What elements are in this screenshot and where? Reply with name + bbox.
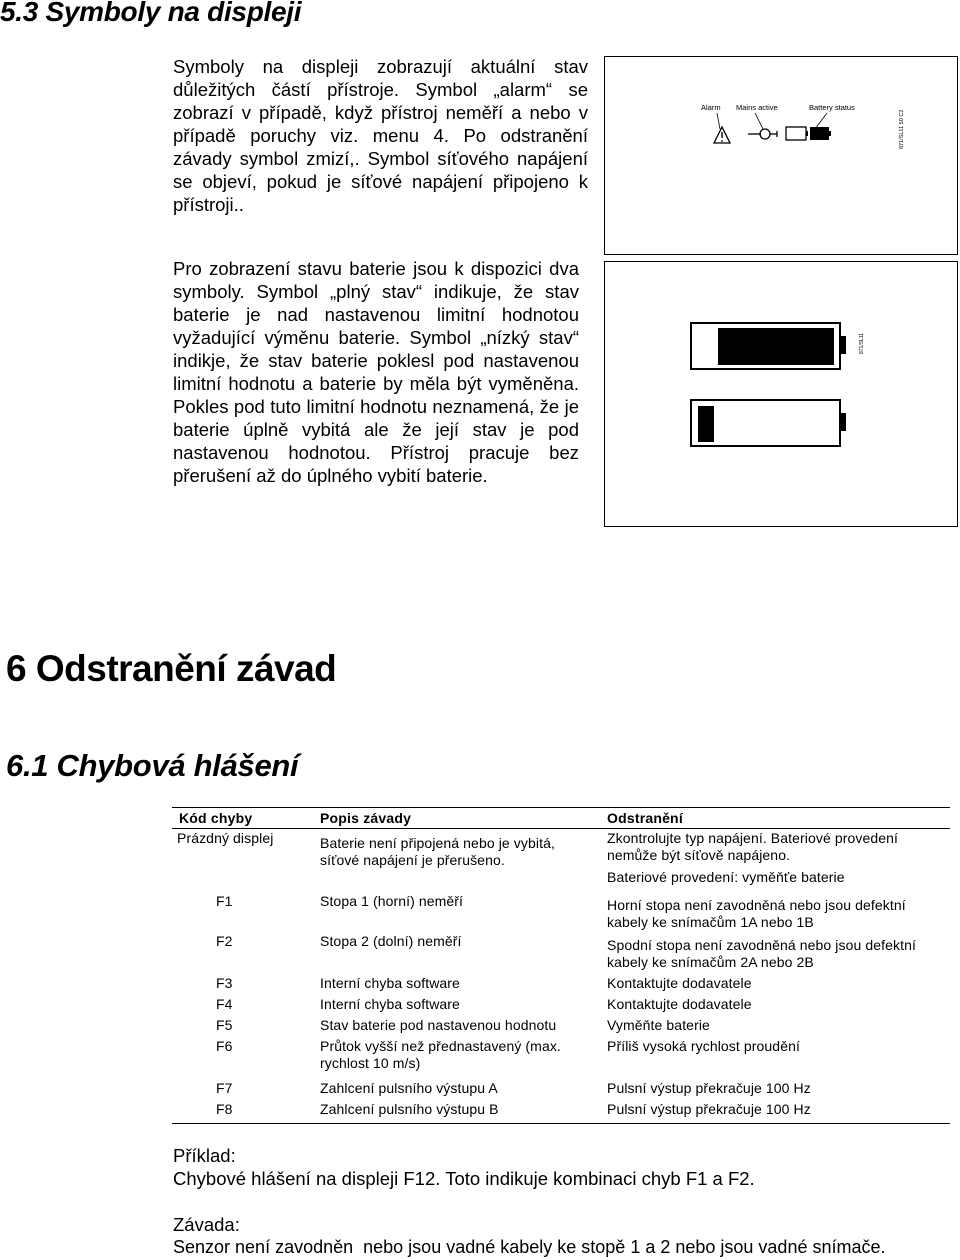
error-description: Zahlcení pulsního výstupu B [313,1100,600,1124]
battery-low-icon [691,400,846,446]
alarm-icon [714,127,730,143]
table-header-row [172,808,950,829]
error-remedy: Pulsní výstup překračuje 100 Hz [600,1100,950,1124]
battery-symbols-paragraph: Pro zobrazení stavu baterie jsou k dispozici dva symboly. Symbol „plný stav“ indikuje, že stav baterie je nad nastavenou limitní hodnotou vyžadující výměnu baterie. Symbol „nízký stav“ indikje, že stav baterie poklesl pod nastavenou limitní hodnotu a baterie by měla být vyměněna. Pokles pod tuto limitní hodnotu neznamená, že je baterie úplně vybitá ale že její stav je pod nastavenou hodnotou. Přístroj pracuje bez přerušení až do úplného vybití baterie. [173,258,579,486]
example-label: Příklad: [173,1145,236,1166]
battery-status-label: Battery status [809,103,855,112]
error-description: Stopa 2 (dolní) neměří [320,932,462,949]
error-code: Prázdný displej [177,830,274,846]
table-row [172,995,950,1016]
error-remedy: Vyměňte baterie [607,1016,710,1033]
battery-status-icon [786,127,831,140]
error-code: F1 [216,892,233,909]
fault-text: Senzor není zavodněn nebo jsou vadné kabely ke stopě 1 a 2 nebo jsou vadné snímače. [173,1237,886,1257]
display-symbols-paragraph: Symboly na displeji zobrazují aktuální stav důležitých částí přístroje. Symbol „alarm“ se zobrazí v případě, když přístroj neměří a nebo v případě poruchy viz. menu 4. Po odstranění závady symbol zmizí,. Symbol síťového napájení se objeví, pokud je síťové napájení připojeno k přístroji.. [173,56,588,215]
table-row [172,1100,950,1124]
error-remedy-text: Zkontrolujte typ napájení. Bateriové provedení nemůže být síťově napájeno. [607,830,898,863]
mains-plug-icon [748,129,777,139]
error-remedy: Horní stopa není zavodněná nebo jsou defektní kabely ke snímačům 1A nebo 1B [607,896,906,930]
table-row [172,974,950,995]
error-code: F2 [216,932,233,949]
section-title-5-3: 5.3 Symboly na displeji [0,0,302,27]
example-text: Chybové hlášení na displeji F12. Toto indikuje kombinaci chyb F1 a F2. [173,1168,755,1189]
error-remedy-text: Bateriové provedení: vyměňťe baterie [607,869,845,885]
error-code: F8 [172,1100,313,1124]
error-description: Průtok vyšší než přednastavený (max. rychlost 10 m/s) [320,1037,561,1071]
error-remedy: Kontaktujte dodavatele [607,995,752,1012]
error-description: Stav baterie pod nastavenou hodnotu [320,1016,557,1033]
error-description: Baterie není připojená nebo je vybitá, síťové napájení je přerušeno. [320,835,555,868]
error-remedy: Pulsní výstup překračuje 100 Hz [607,1079,811,1096]
figure-code: 871/SL11 [859,332,865,354]
table-row [172,932,950,974]
battery-full-icon [691,323,846,369]
table-row [172,1079,950,1100]
error-remedy: Spodní stopa není zavodněná nebo jsou defektní kabely ke snímačům 2A nebo 2B [607,936,916,970]
error-code: F7 [216,1079,233,1096]
error-codes-table [172,807,950,1124]
error-description: Zahlcení pulsního výstupu A [320,1079,498,1096]
error-code: F4 [216,995,233,1012]
chapter-title-6: 6 Odstranění závad [6,648,337,689]
error-remedy [600,829,950,891]
error-description: Interní chyba software [320,974,460,991]
display-symbols-figure [604,56,958,255]
column-header-remedy: Odstranění [600,808,950,829]
error-code: F5 [216,1016,233,1033]
figure-code: 871/SL11 50 C2 [899,109,905,149]
column-header-code: Kód chyby [172,808,313,829]
error-code: F3 [216,974,233,991]
error-description: Interní chyba software [320,995,460,1012]
section-title-6-1: 6.1 Chybová hlášení [6,748,299,783]
alarm-label: Alarm [701,103,721,112]
mains-active-label: Mains active [736,103,778,112]
table-row [172,829,950,891]
table-row [172,891,950,932]
error-code: F6 [216,1037,233,1054]
fault-label: Závada: [173,1214,240,1235]
error-remedy: Příliš vysoká rychlost proudění [607,1037,800,1054]
column-header-description: Popis závady [313,808,600,829]
table-row [172,1037,950,1079]
battery-symbols-figure [604,261,958,527]
table-row [172,1016,950,1037]
error-description: Stopa 1 (horní) neměří [320,892,464,909]
error-remedy: Kontaktujte dodavatele [607,974,752,991]
